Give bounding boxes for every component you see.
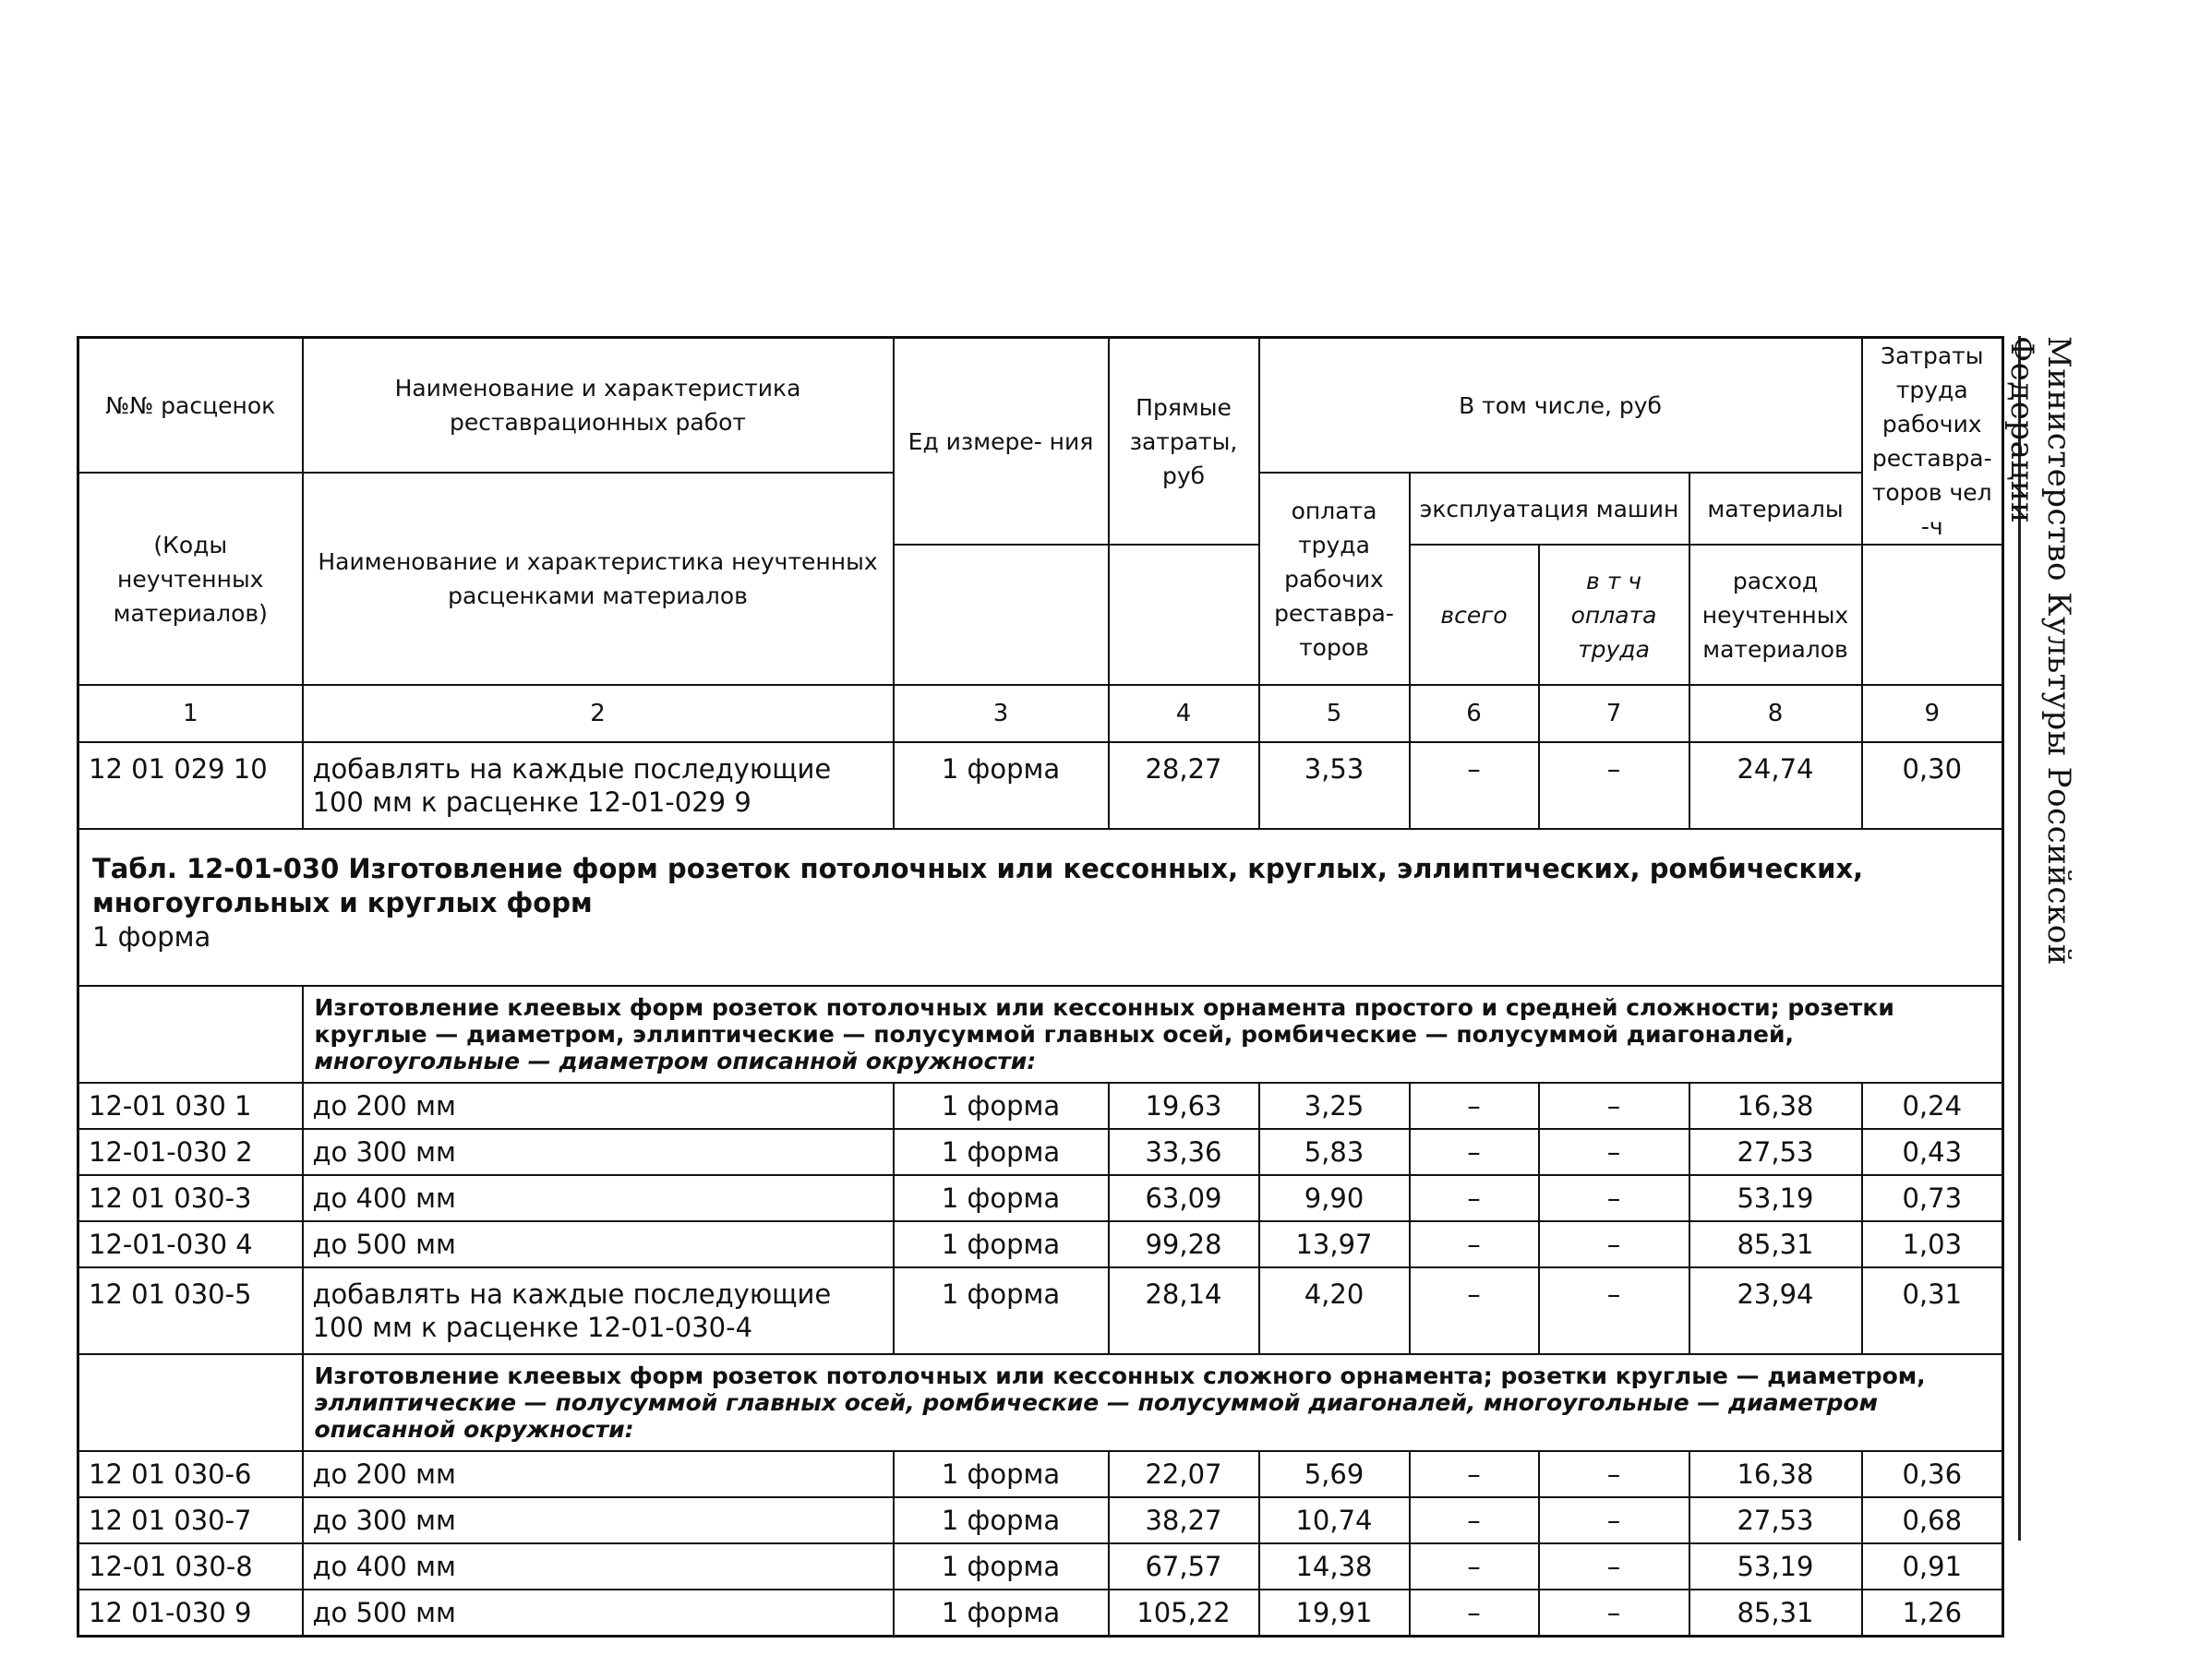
- rate-unit: 1 форма: [894, 1267, 1109, 1354]
- column-number: 4: [1109, 685, 1259, 742]
- rate-code: 12 01 030-7: [78, 1497, 303, 1543]
- rate-machines-total: –: [1410, 1175, 1539, 1221]
- section-heading: [303, 1354, 2003, 1451]
- rate-name: до 400 мм: [303, 1543, 894, 1590]
- header-including-group: В том числе, руб: [1259, 338, 1862, 474]
- table-row: [78, 1543, 2003, 1590]
- rate-direct: 28,14: [1109, 1267, 1259, 1354]
- rate-direct: 63,09: [1109, 1175, 1259, 1221]
- rate-code: 12 01-030 9: [78, 1590, 303, 1637]
- rate-unit: 1 форма: [894, 1221, 1109, 1267]
- header-unit-cont: [894, 545, 1109, 685]
- section-heading-italic: эллиптические — полусуммой главных осей, ромбические — полусуммой диагоналей, многоугольные — диаметром описанной окружности:: [314, 1389, 1879, 1443]
- section-heading-empty: [78, 986, 303, 1083]
- rate-machines-total: –: [1410, 1543, 1539, 1590]
- column-number: 6: [1410, 685, 1539, 742]
- header-direct-cont: [1109, 545, 1259, 685]
- table-row: [78, 1175, 2003, 1221]
- header-work-name: Наименование и характеристика реставрационных работ: [303, 338, 894, 474]
- table-row: [78, 742, 2003, 829]
- column-number: 9: [1862, 685, 2003, 742]
- rate-name: добавлять на каждые последующие 100 мм к расценке 12-01-030-4: [303, 1267, 894, 1354]
- table-row: [78, 1590, 2003, 1637]
- rate-machines-total: –: [1410, 1083, 1539, 1129]
- rate-name: до 500 мм: [303, 1590, 894, 1637]
- rate-name: добавлять на каждые последующие 100 мм к расценке 12-01-029 9: [303, 742, 894, 829]
- rate-machines-wages: –: [1539, 1083, 1689, 1129]
- rate-wages: 14,38: [1259, 1543, 1410, 1590]
- header-material-codes: (Коды неучтенных материалов): [78, 473, 303, 685]
- header-machines-wages: в т ч оплата труда: [1539, 545, 1689, 685]
- rate-wages: 5,69: [1259, 1451, 1410, 1497]
- header-machines: эксплуатация машин: [1410, 473, 1689, 545]
- table-title-row: [78, 829, 2003, 986]
- rate-materials: 16,38: [1689, 1451, 1862, 1497]
- rate-wages: 3,53: [1259, 742, 1410, 829]
- rate-machines-total: –: [1410, 1267, 1539, 1354]
- header-row-1: [78, 338, 2003, 474]
- rate-unit: 1 форма: [894, 1451, 1109, 1497]
- rate-machines-wages: –: [1539, 1543, 1689, 1590]
- rate-machines-total: –: [1410, 1590, 1539, 1637]
- rate-materials: 23,94: [1689, 1267, 1862, 1354]
- column-number: 7: [1539, 685, 1689, 742]
- rate-labor: 0,73: [1862, 1175, 2003, 1221]
- rate-name: до 200 мм: [303, 1451, 894, 1497]
- header-material-name: Наименование и характеристика неучтенных расценками материалов: [303, 473, 894, 685]
- header-rate-numbers: №№ расценок: [78, 338, 303, 474]
- rate-machines-wages: –: [1539, 1497, 1689, 1543]
- rate-materials: 85,31: [1689, 1590, 1862, 1637]
- section-heading-empty: [78, 1354, 303, 1451]
- table-row: [78, 1497, 2003, 1543]
- rate-machines-total: –: [1410, 1451, 1539, 1497]
- side-ministry-label: Министерство Культуры Российской Федерации: [2003, 336, 2077, 966]
- header-unit: Ед измере- ния: [894, 338, 1109, 546]
- table-title: Табл. 12-01-030 Изготовление форм розеток потолочных или кессонных, круглых, эллиптических, ромбических, многоугольных и круглых форм: [92, 853, 1864, 918]
- rate-materials: 53,19: [1689, 1175, 1862, 1221]
- rate-labor: 1,26: [1862, 1590, 2003, 1637]
- rate-code: 12 01 030-5: [78, 1267, 303, 1354]
- section-heading-italic: многоугольные — диаметром описанной окружности:: [314, 1048, 1037, 1074]
- rate-direct: 105,22: [1109, 1590, 1259, 1637]
- rate-unit: 1 форма: [894, 1590, 1109, 1637]
- rate-machines-wages: –: [1539, 1175, 1689, 1221]
- section-heading-row: [78, 1354, 2003, 1451]
- column-number: 2: [303, 685, 894, 742]
- table-row: [78, 1221, 2003, 1267]
- column-number: 8: [1689, 685, 1862, 742]
- rate-wages: 4,20: [1259, 1267, 1410, 1354]
- rate-name: до 300 мм: [303, 1129, 894, 1175]
- rate-code: 12-01 030 1: [78, 1083, 303, 1129]
- rate-machines-total: –: [1410, 742, 1539, 829]
- rate-labor: 0,31: [1862, 1267, 2003, 1354]
- rate-wages: 10,74: [1259, 1497, 1410, 1543]
- rate-unit: 1 форма: [894, 1175, 1109, 1221]
- table-row: [78, 1129, 2003, 1175]
- rate-direct: 28,27: [1109, 742, 1259, 829]
- column-number: 1: [78, 685, 303, 742]
- rate-labor: 1,03: [1862, 1221, 2003, 1267]
- header-wages: оплата труда рабочих реставра- торов: [1259, 473, 1410, 685]
- rate-labor: 0,24: [1862, 1083, 2003, 1129]
- rates-table: [77, 336, 2004, 1638]
- rate-machines-wages: –: [1539, 1451, 1689, 1497]
- rate-direct: 99,28: [1109, 1221, 1259, 1267]
- header-machines-total: всего: [1410, 545, 1539, 685]
- rate-labor: 0,30: [1862, 742, 2003, 829]
- table-row: [78, 1451, 2003, 1497]
- rate-direct: 22,07: [1109, 1451, 1259, 1497]
- column-number: 3: [894, 685, 1109, 742]
- rate-machines-total: –: [1410, 1129, 1539, 1175]
- rate-unit: 1 форма: [894, 1497, 1109, 1543]
- table-row: [78, 1083, 2003, 1129]
- header-material-consumption: расход неучтенных материалов: [1689, 545, 1862, 685]
- rate-wages: 5,83: [1259, 1129, 1410, 1175]
- rate-materials: 16,38: [1689, 1083, 1862, 1129]
- rate-wages: 19,91: [1259, 1590, 1410, 1637]
- rate-unit: 1 форма: [894, 1543, 1109, 1590]
- rate-code: 12 01 030-3: [78, 1175, 303, 1221]
- rate-labor: 0,36: [1862, 1451, 2003, 1497]
- rate-machines-wages: –: [1539, 1221, 1689, 1267]
- rate-direct: 19,63: [1109, 1083, 1259, 1129]
- rate-code: 12-01 030-8: [78, 1543, 303, 1590]
- table-title-cell: [78, 829, 2003, 986]
- rate-code: 12 01 030-6: [78, 1451, 303, 1497]
- column-number: 5: [1259, 685, 1410, 742]
- rate-name: до 400 мм: [303, 1175, 894, 1221]
- rate-unit: 1 форма: [894, 1083, 1109, 1129]
- rate-machines-wages: –: [1539, 1590, 1689, 1637]
- table-title-unit: 1 форма: [92, 921, 211, 953]
- header-labor-cont: [1862, 545, 2003, 685]
- rate-machines-wages: –: [1539, 1129, 1689, 1175]
- rate-labor: 0,91: [1862, 1543, 2003, 1590]
- header-labor-hours: Затраты труда рабочих реставра- торов чел -ч: [1862, 338, 2003, 546]
- rate-materials: 24,74: [1689, 742, 1862, 829]
- section-heading: [303, 986, 2003, 1083]
- rate-code: 12-01-030 4: [78, 1221, 303, 1267]
- rate-direct: 33,36: [1109, 1129, 1259, 1175]
- section-heading-row: [78, 986, 2003, 1083]
- rate-materials: 53,19: [1689, 1543, 1862, 1590]
- rate-code: 12 01 029 10: [78, 742, 303, 829]
- rate-unit: 1 форма: [894, 742, 1109, 829]
- rate-machines-total: –: [1410, 1497, 1539, 1543]
- rate-name: до 200 мм: [303, 1083, 894, 1129]
- rate-machines-wages: –: [1539, 742, 1689, 829]
- header-direct-costs: Прямые затраты, руб: [1109, 338, 1259, 546]
- column-numbers-row: [78, 685, 2003, 742]
- rate-name: до 300 мм: [303, 1497, 894, 1543]
- rate-wages: 3,25: [1259, 1083, 1410, 1129]
- header-materials: материалы: [1689, 473, 1862, 545]
- rate-code: 12-01-030 2: [78, 1129, 303, 1175]
- rate-direct: 38,27: [1109, 1497, 1259, 1543]
- rate-materials: 27,53: [1689, 1497, 1862, 1543]
- section-heading-text: Изготовление клеевых форм розеток потолочных или кессонных сложного орнамента; розетки круглые — диаметром,: [314, 1362, 1926, 1389]
- section-heading-text: Изготовление клеевых форм розеток потолочных или кессонных орнамента простого и средней сложности; розетки круглые — диаметром, эллиптические — полусуммой главных осей, ромбические — полусуммой диагоналей,: [314, 994, 1894, 1048]
- rate-machines-total: –: [1410, 1221, 1539, 1267]
- table-row: [78, 1267, 2003, 1354]
- rate-materials: 27,53: [1689, 1129, 1862, 1175]
- rate-machines-wages: –: [1539, 1267, 1689, 1354]
- rate-name: до 500 мм: [303, 1221, 894, 1267]
- rate-labor: 0,43: [1862, 1129, 2003, 1175]
- rate-labor: 0,68: [1862, 1497, 2003, 1543]
- rate-wages: 9,90: [1259, 1175, 1410, 1221]
- rate-unit: 1 форма: [894, 1129, 1109, 1175]
- rate-materials: 85,31: [1689, 1221, 1862, 1267]
- rate-wages: 13,97: [1259, 1221, 1410, 1267]
- rate-direct: 67,57: [1109, 1543, 1259, 1590]
